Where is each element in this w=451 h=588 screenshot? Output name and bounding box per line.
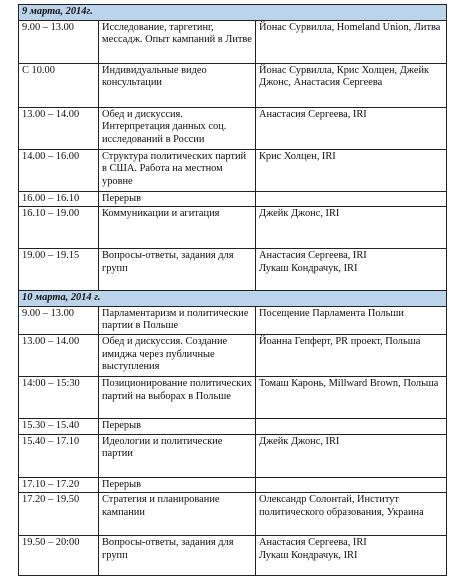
- topic-cell: Индивидуальные видео консультации: [99, 63, 256, 107]
- speaker-cell: Анастасия Сергеева, IRI Лукаш Кондрачук, IRI: [256, 249, 447, 291]
- speaker-cell: [256, 477, 447, 493]
- table-row: [19, 249, 447, 291]
- time-cell: 19.50 – 20:00: [19, 536, 99, 576]
- speaker-cell: Джейк Джонс, IRI: [256, 207, 447, 249]
- day-header: 9 марта, 2014г.: [19, 5, 447, 21]
- topic-cell: Перерыв: [99, 477, 256, 493]
- table-row: [19, 536, 447, 576]
- speaker-cell: [256, 418, 447, 434]
- topic-cell: Коммуникации и агитация: [99, 207, 256, 249]
- time-cell: 17.20 – 19.50: [19, 493, 99, 536]
- speaker-cell: Йоанна Гепферт, PR проект, Польша: [256, 334, 447, 376]
- speaker-cell: Олександр Солонтай, Институт политического образования, Украина: [256, 493, 447, 536]
- speaker-cell: Йонас Сурвилла, Homeland Union, Литва: [256, 20, 447, 63]
- topic-cell: Исследование, таргетинг, мессадж. Опыт кампаний в Литве: [99, 20, 256, 63]
- time-cell: 16.10 – 19.00: [19, 207, 99, 249]
- time-cell: 14:00 – 15:30: [19, 376, 99, 418]
- day-header: 10 марта, 2014 г.: [19, 291, 447, 307]
- table-row: [19, 207, 447, 249]
- topic-cell: Вопросы-ответы, задания для групп: [99, 249, 256, 291]
- topic-cell: Обед и дискуссия. Создание имиджа через публичные выступления: [99, 334, 256, 376]
- table-row: [19, 149, 447, 191]
- topic-cell: Структура политических партий в США. Работа на местном уровне: [99, 149, 256, 191]
- time-cell: 15.30 – 15.40: [19, 418, 99, 434]
- speaker-cell: Посещение Парламента Польши: [256, 306, 447, 334]
- table-row: [19, 418, 447, 434]
- time-cell: 9.00 – 13.00: [19, 306, 99, 334]
- table-row: [19, 107, 447, 149]
- table-row: [19, 493, 447, 536]
- speaker-cell: Йонас Сурвилла, Крис Холцен, Джейк Джонс, Анастасия Сергеева: [256, 63, 447, 107]
- time-cell: С 10.00: [19, 63, 99, 107]
- topic-cell: Стратегия и планирование кампании: [99, 493, 256, 536]
- topic-cell: Перерыв: [99, 191, 256, 207]
- time-cell: 15.40 – 17.10: [19, 434, 99, 477]
- speaker-cell: Анастасия Сергеева, IRI Лукаш Кондрачук, IRI: [256, 536, 447, 576]
- topic-cell: Парламентаризм и политические партии в Польше: [99, 306, 256, 334]
- time-cell: 9.00 – 13.00: [19, 20, 99, 63]
- speaker-cell: Крис Холцен, IRI: [256, 149, 447, 191]
- table-row: [19, 20, 447, 63]
- table-row: [19, 63, 447, 107]
- day-header-row: [19, 291, 447, 307]
- time-cell: 19.00 – 19.15: [19, 249, 99, 291]
- table-row: [19, 191, 447, 207]
- table-row: [19, 434, 447, 477]
- table-row: [19, 376, 447, 418]
- time-cell: 16.00 – 16.10: [19, 191, 99, 207]
- table-row: [19, 477, 447, 493]
- topic-cell: Вопросы-ответы, задания для групп: [99, 536, 256, 576]
- speaker-cell: Анастасия Сергеева, IRI: [256, 107, 447, 149]
- time-cell: 13.00 – 14.00: [19, 334, 99, 376]
- time-cell: 13.00 – 14.00: [19, 107, 99, 149]
- topic-cell: Позиционирование политических партий на выборах в Польше: [99, 376, 256, 418]
- time-cell: 14.00 – 16.00: [19, 149, 99, 191]
- day-header-row: [19, 5, 447, 21]
- time-cell: 17.10 – 17.20: [19, 477, 99, 493]
- speaker-cell: [256, 191, 447, 207]
- topic-cell: Перерыв: [99, 418, 256, 434]
- topic-cell: Идеологии и политические партии: [99, 434, 256, 477]
- speaker-cell: Джейк Джонс, IRI: [256, 434, 447, 477]
- table-row: [19, 306, 447, 334]
- schedule-table: [18, 4, 447, 576]
- table-row: [19, 334, 447, 376]
- topic-cell: Обед и дискуссия. Интерпретация данных соц. исследований в России: [99, 107, 256, 149]
- speaker-cell: Томаш Каронь, Millward Brown, Польша: [256, 376, 447, 418]
